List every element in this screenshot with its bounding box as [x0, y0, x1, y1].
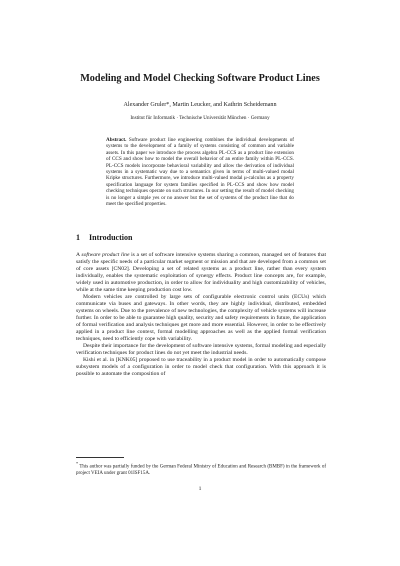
- paper-affiliation: Institut für Informatik · Technische Universität München · Germany: [130, 115, 270, 121]
- section-heading: [76, 233, 326, 243]
- section-number: 1: [76, 233, 80, 242]
- paper-title: Modeling and Model Checking Software Product Lines: [80, 73, 320, 84]
- footnote-text: This author was partially funded by the German Federal Ministry of Education and Research (BMBF) in the framework of project VEIA under grant 01ISF15A.: [76, 464, 326, 476]
- paragraph-text: is a set of software intensive systems sharing a common, managed set of features that satisfy the specific needs of a particular market segment or mission and that are developed from a common set of core assets [CN02]. Developing a set of related systems as a product line, rather than every system individually, enables the systematic exploitation of synergy effects. Product line concepts are, for example, widely used in automotive production, in order to allow for individuality and high customizability of vehicles, while at the same time keeping production cost low.: [76, 252, 326, 293]
- footnote-rule: [76, 457, 124, 458]
- paragraph: Modern vehicles are controlled by large sets of configurable electronic control units (ECUs) which communicate via buses and gateways. In other words, they are highly individual, distributed, embedded systems on wheels. Due to the prevalence of new technologies, the complexity of vehicle systems will increase further. In order to be able to guarantee high quality, security and safety requirements in future, the application of formal verification and analysis techniques get more and more essential. However, in order to be effectively applied in a product line context, formal modelling approaches as well as the applied formal verification techniques, need to efficiently cope with variability.: [76, 294, 326, 342]
- paragraph: Kishi et al. in [KNK05] proposed to use traceability in a product model in order to automatically compose subsystem models of a configuration in order to model check that configuration. With this approach it is possible to automate the composition of: [76, 357, 326, 377]
- emphasis-term: software product line: [81, 252, 130, 258]
- paper-authors: Alexander Gruler*, Martin Leucker, and Kathrin Scheidemann: [123, 102, 277, 108]
- section-title: Introduction: [89, 233, 133, 242]
- abstract-text: Software product line engineering combines the individual developments of systems to the development of a family of systems consisting of common and variable assets. In this paper we introduce the process algebra PL-CCS as a product line extension of CCS and show how to model the overall behavior of an entire family within PL-CCS. PL-CCS models incorporate behavioral variability and allow the derivation of individual systems in a systematic way due to a semantics given in terms of multi-valued modal Kripke structures. Furthermore, we introduce multi-valued modal μ-calculus as a property specification language for system families specified in PL-CCS and show how model checking techniques operate on such structures. In our setting the result of model checking is no longer a simple yes or no answer but the set of systems of the product line that do meet the specified properties.: [106, 137, 294, 208]
- footnote: [76, 461, 326, 477]
- page-number: 1: [198, 486, 202, 492]
- paragraph: Despite their importance for the development of software intensive systems, formal modeling and especially verification techniques for product lines do not yet meet the industrial needs.: [76, 343, 326, 356]
- footnote-mark: *: [76, 461, 79, 466]
- paragraph-text: A: [76, 252, 82, 258]
- abstract-label: Abstract.: [106, 137, 127, 143]
- paragraph: [76, 252, 326, 294]
- abstract: [106, 137, 294, 207]
- body-text: [76, 252, 326, 378]
